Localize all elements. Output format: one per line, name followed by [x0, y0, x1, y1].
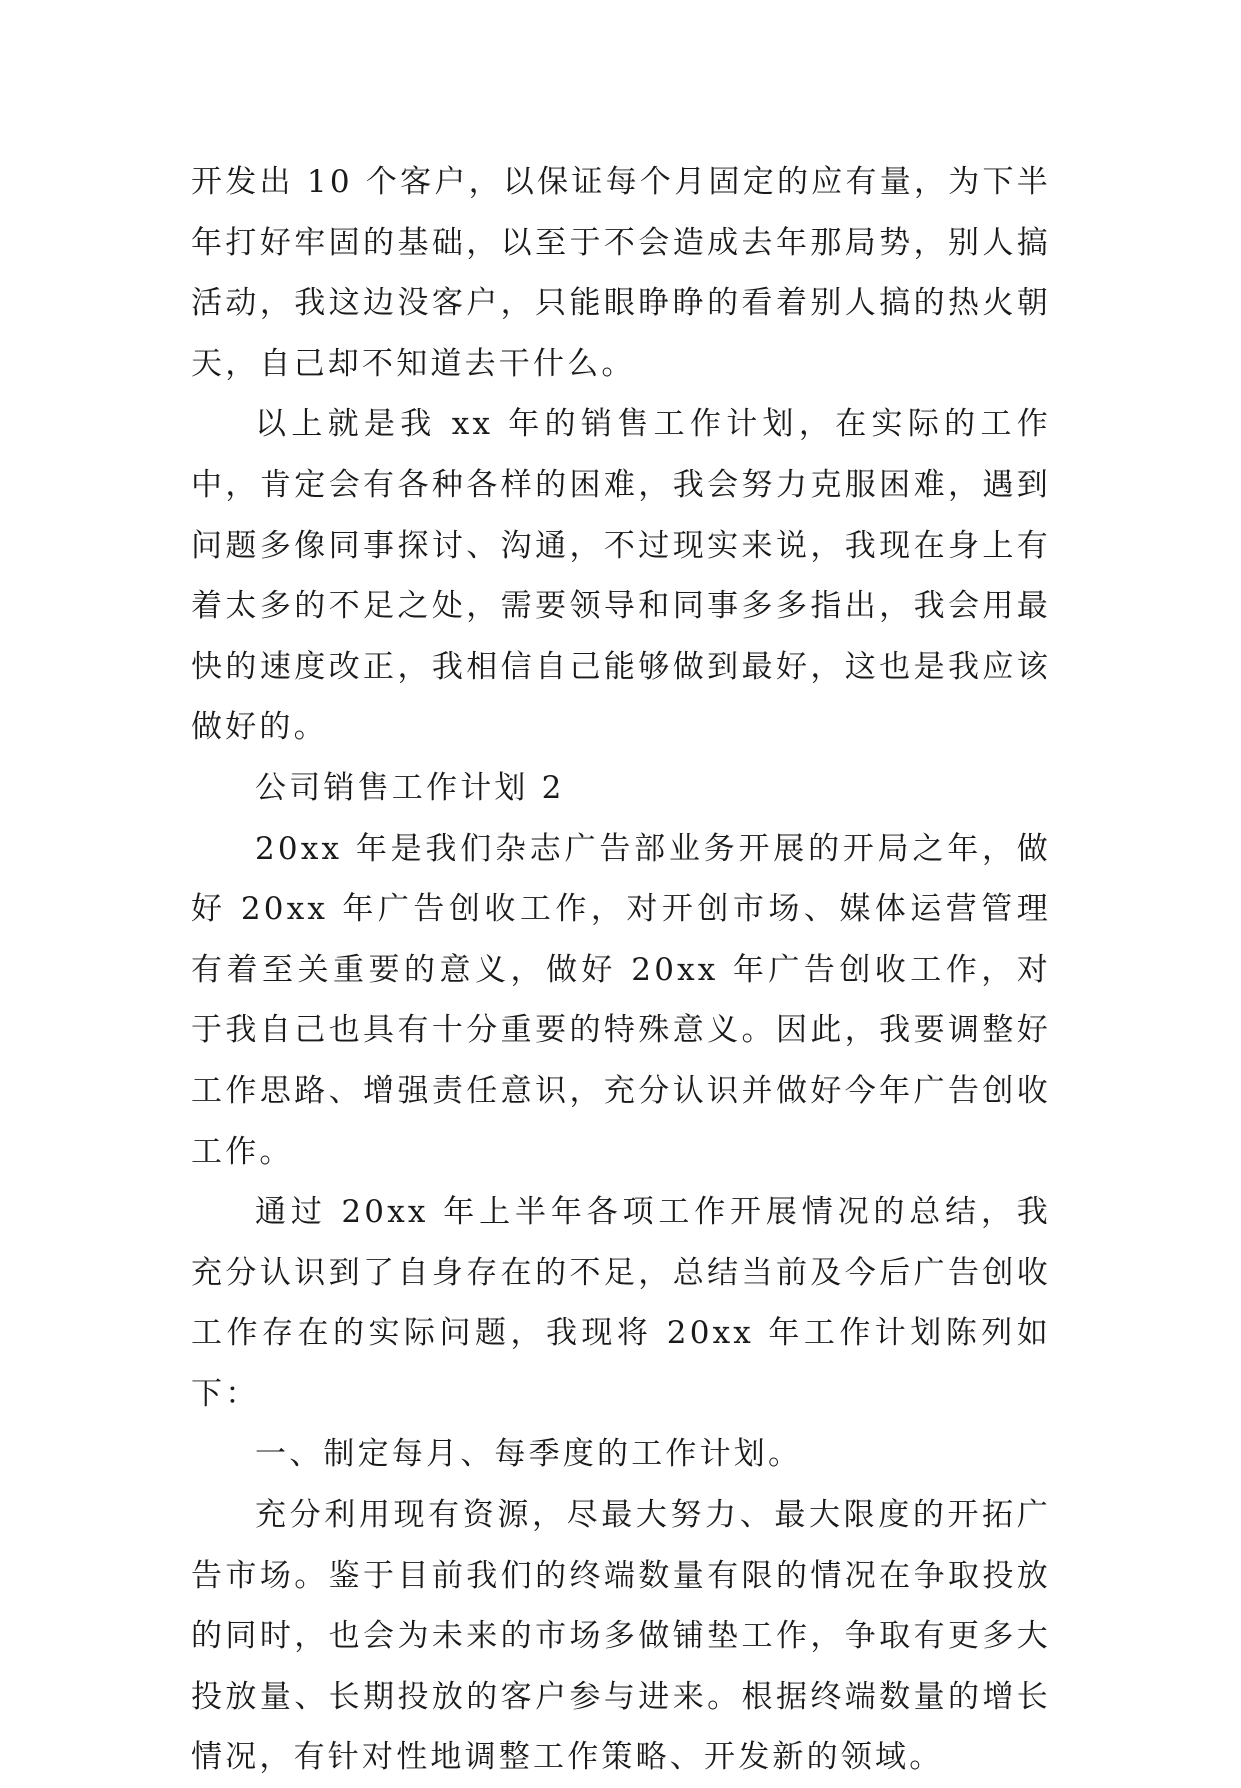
paragraph-intro: 20xx 年是我们杂志广告部业务开展的开局之年，做好 20xx 年广告创收工作，对开创市场、媒体运营管理有着至关重要的意义，做好 20xx 年广告创收工作，对于我自己也具有十分重要的特殊意义。因此，我要调整好工作思路、增强责任意识，充分认识并做好今年广告创收工作。 — [191, 830, 1051, 1170]
list-item-heading: 一、制定每月、每季度的工作计划。 — [255, 1436, 803, 1473]
section-heading: 公司销售工作计划 2 — [255, 769, 565, 806]
paragraph-detail: 充分利用现有资源，尽最大努力、最大限度的开拓广告市场。鉴于目前我们的终端数量有限的情况在争取投放的同时，也会为未来的市场多做铺垫工作，争取有更多大投放量、长期投放的客户参与进来。根据终端数量的增长情况，有针对性地调整工作策略、开发新的领域。 — [191, 1497, 1051, 1776]
document-body — [191, 152, 1051, 1788]
paragraph-continuation: 开发出 10 个客户，以保证每个月固定的应有量，为下半年打好牢固的基础，以至于不会造成去年那局势，别人搞活动，我这边没客户，只能眼睁睁的看着别人搞的热火朝天，自己却不知道去干什么。 — [191, 164, 1051, 382]
paragraph-plan-summary: 以上就是我 xx 年的销售工作计划，在实际的工作中，肯定会有各种各样的困难，我会努力克服困难，遇到问题多像同事探讨、沟通，不过现实来说，我现在身上有着太多的不足之处，需要领导和同事多多指出，我会用最快的速度改正，我相信自己能够做到最好，这也是我应该做好的。 — [191, 406, 1051, 746]
paragraph-review: 通过 20xx 年上半年各项工作开展情况的总结，我充分认识到了自身存在的不足，总结当前及今后广告创收工作存在的实际问题，我现将 20xx 年工作计划陈列如下： — [191, 1194, 1051, 1412]
